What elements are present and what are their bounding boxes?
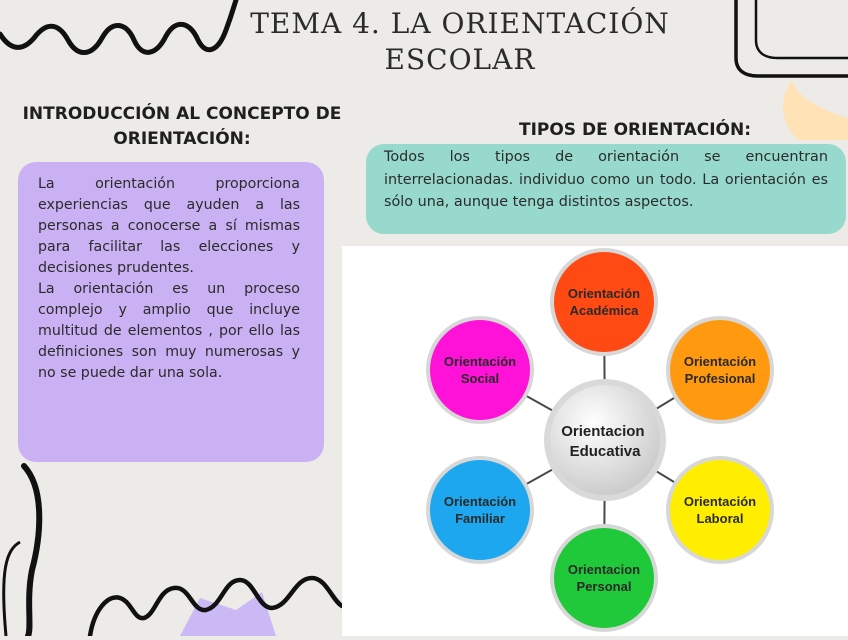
node-circle-social [430,320,530,420]
node-circle-profesional [670,320,770,420]
node-label-line-1: Orientación [444,354,516,369]
tipos-text: Todos los tipos de orientación se encuentran interrelacionadas. individuo como un todo. La orientación es sólo una, aunque tenga distintos aspectos. [384,149,828,210]
intro-heading [0,102,364,152]
top-left-squiggle-decoration [0,0,240,70]
node-label-line-1: Orientación [444,494,516,509]
intro-heading-line-1: INTRODUCCIÓN AL CONCEPTO DE [0,102,364,127]
intro-text-box [18,162,324,462]
node-circle-familiar [430,460,530,560]
intro-heading-line-2: ORIENTACIÓN: [0,127,364,152]
connector-social [524,394,555,411]
node-label-line-1: Orientación [684,354,756,369]
node-label-line-2: Académica [570,303,639,318]
intro-paragraph-2: La orientación es un proceso complejo y amplio que incluye multitud de elementos , por ello las definiciones son muy numerosas y no se puede dar una sola. [38,279,300,384]
center-node-label-line-2: Educativa [570,443,642,460]
diagram-panel [342,246,848,636]
node-label-line-2: Personal [577,579,632,594]
node-personal [550,524,658,632]
node-label-line-2: Familiar [455,511,505,526]
page-title-line-2: ESCOLAR [230,42,690,78]
tipos-heading: TIPOS DE ORIENTACIÓN: [470,120,800,140]
center-node-label-line-1: Orientacion [561,423,644,440]
node-familiar [426,456,534,564]
node-circle-academica [554,252,654,352]
page-title [230,6,690,78]
connector-familiar [524,468,555,485]
node-label-line-2: Social [461,371,499,386]
node-label-line-2: Profesional [685,371,756,386]
node-social [426,316,534,424]
node-label-line-2: Laboral [697,511,744,526]
intro-paragraph-1: La orientación proporciona experiencias que ayuden a las personas a conocerse a sí mismas para facilitar las elecciones y decisiones prudentes. [38,174,300,279]
node-academica [550,248,658,356]
node-label-line-1: Orientación [684,494,756,509]
node-circle-personal [554,528,654,628]
orientation-types-diagram [342,246,848,636]
node-circle-laboral [670,460,770,560]
node-profesional [666,316,774,424]
node-label-line-1: Orientacion [568,562,640,577]
page-title-line-1: TEMA 4. LA ORIENTACIÓN [230,6,690,42]
center-node [547,382,663,498]
bottom-left-squiggle-decoration [0,460,342,636]
tipos-text-box [366,144,846,234]
node-label-line-1: Orientación [568,286,640,301]
node-laboral [666,456,774,564]
top-right-frame-decoration [728,0,848,140]
